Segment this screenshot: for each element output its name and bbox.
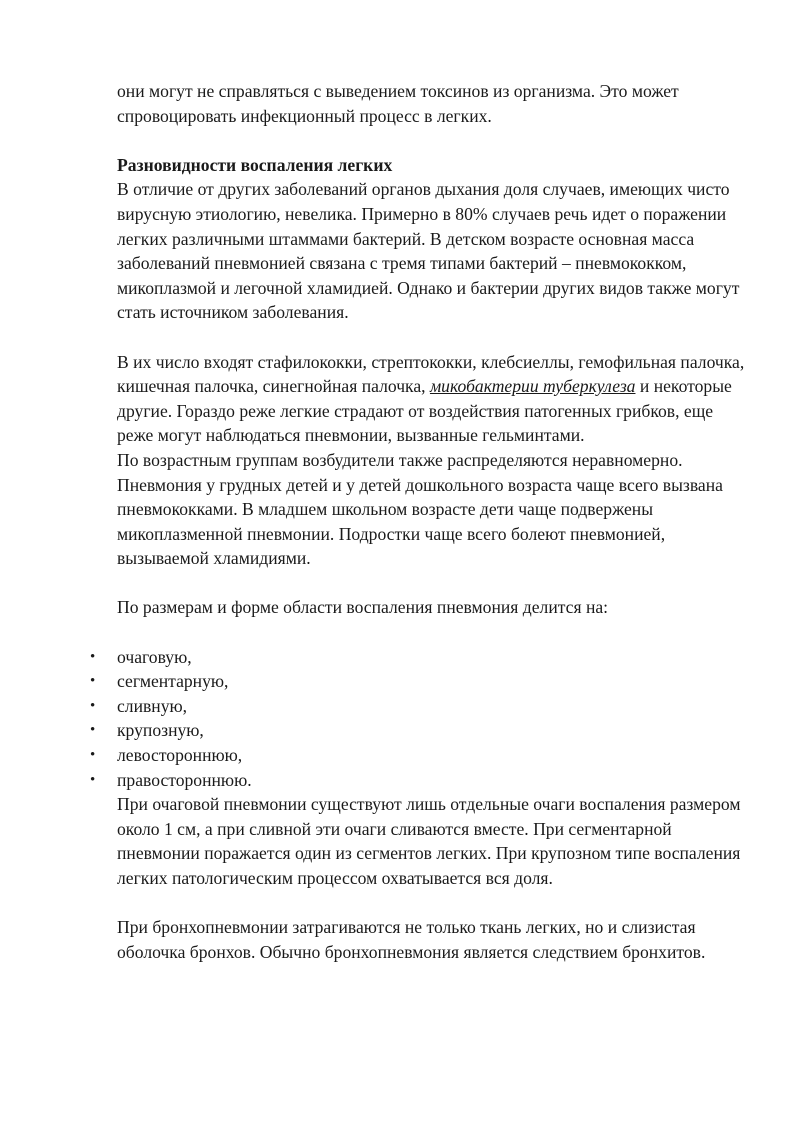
list-item-label: правостороннюю. [117,769,252,790]
document-body [90,79,747,964]
bullet-icon: • [90,771,96,788]
list-item-label: сегментарную, [117,671,229,692]
list-item [90,768,747,793]
tuberculosis-link[interactable]: микобактерии туберкулеза [429,376,636,397]
paragraph-spacer [117,620,747,645]
paragraph-spacer [117,891,747,916]
pneumonia-types-list [90,645,747,793]
list-item [90,718,747,743]
bullet-icon: • [90,747,96,764]
list-item [90,694,747,719]
paragraph-bronchopneumonia: При бронхопневмонии затрагиваются не только ткань легких, но и слизистая оболочка бронхов. Обычно бронхопневмония является следствием бронхитов. [117,917,706,962]
bullet-icon: • [90,673,96,690]
pathogens-text-end: и некоторые другие. Гораздо реже легкие страдают от воздействия патогенных грибков, еще реже могут наблюдаться пневмонии, вызванные гельминтами. [117,376,732,446]
bullet-icon: • [90,648,96,665]
paragraph-classification-intro: По размерам и форме области воспаления пневмония делится на: [117,597,609,618]
paragraph-etiology: В отличие от других заболеваний органов дыхания доля случаев, имеющих чисто вирусную этиологию, невелика. Примерно в 80% случаев речь идет о поражении легких различными штаммами бактерий. В детском возрасте основная масса заболеваний пневмонией связана с тремя типами бактерий – пневмококком, микоплазмой и легочной хламидией. Однако и бактерии других видов также могут стать источником заболевания. [117,179,740,323]
list-item [90,743,747,768]
paragraph-spacer [117,325,747,350]
bullet-icon: • [90,697,96,714]
paragraph-pathogens [117,350,747,448]
section-heading: Разновидности воспаления легких [117,154,393,175]
paragraph-focal-segmental: При очаговой пневмонии существуют лишь отдельные очаги воспаления размером около 1 см, а при сливной эти очаги сливаются вместе. При сегментарной пневмонии поражается один из сегментов легких. При крупозном типе воспаления легких патологическим процессом охватывается вся доля. [117,794,741,888]
list-item-label: очаговую, [117,646,192,667]
pathogens-text-start: В их число входят стафилококки, стрептококки, клебсиеллы, гемофильная палочка, кишечная палочка, синегнойная палочка, [117,351,745,397]
paragraph-spacer [117,571,747,596]
paragraph-spacer [117,128,747,153]
intro-paragraph: они могут не справляться с выведением токсинов из организма. Это может спровоцировать инфекционный процесс в легких. [117,81,679,126]
list-item-label: левостороннюю, [117,745,243,766]
bullet-icon: • [90,722,96,739]
paragraph-age-groups: По возрастным группам возбудители также распределяются неравномерно. Пневмония у грудных детей и у детей дошкольного возраста чаще всего вызвана пневмококками. В младшем школьном возрасте дети чаще подвержены микоплазменной пневмонии. Подростки чаще всего болеют пневмонией, вызываемой хламидиями. [117,449,723,569]
list-item [90,645,747,670]
list-item [90,669,747,694]
list-item-label: крупозную, [117,720,204,741]
list-item-label: сливную, [117,695,188,716]
